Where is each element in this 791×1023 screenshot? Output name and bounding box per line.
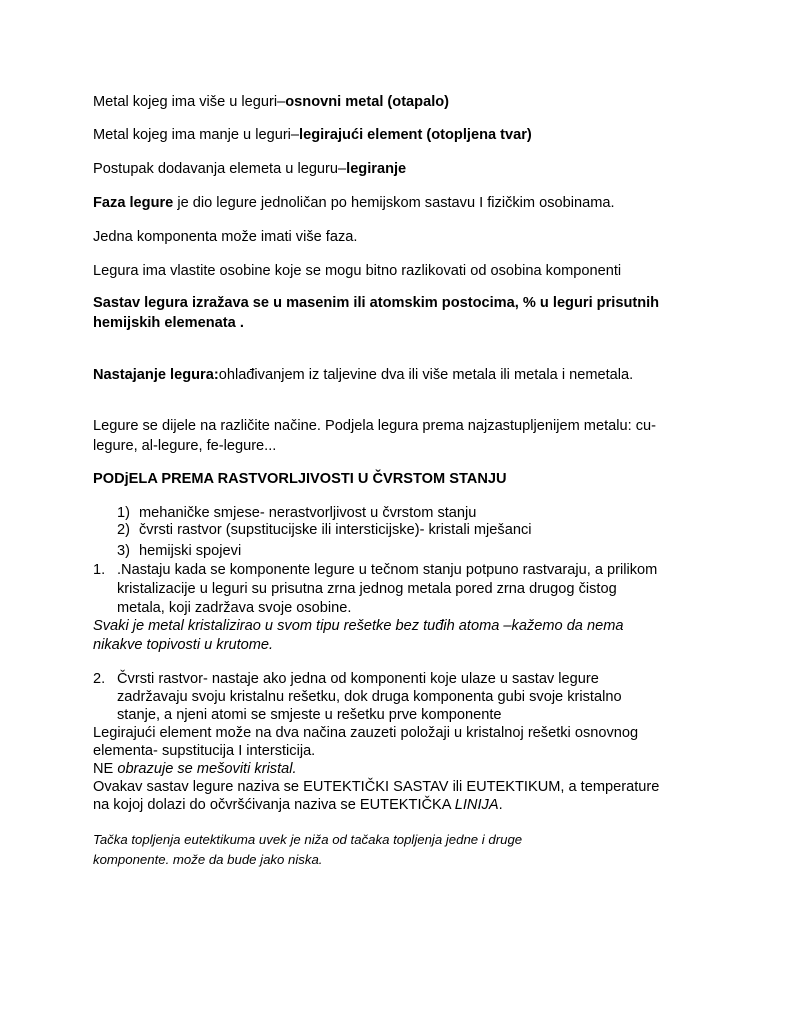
note-text1: Tačka topljenja eutektikuma uvek je niža od tačaka topljenja jedne i druge (93, 832, 523, 847)
item2-line2 (117, 688, 622, 707)
after2-text2: elementa- supstitucija I intersticija. (93, 743, 316, 759)
paragraph-alloy-formation (93, 365, 703, 385)
paragraph-classification-line1 (93, 416, 703, 436)
section-heading (93, 469, 703, 489)
list-item-text (139, 521, 531, 540)
p4-bold: Faza legure (93, 195, 174, 211)
after2-line2 (93, 742, 315, 761)
after2-text5-plain: na kojoj dolazi do očvršćivanja naziva se EUTEKTIČKA (93, 797, 455, 813)
list-item-text (139, 542, 241, 561)
paragraph-composition-line1 (93, 293, 703, 313)
final-note-line1 (93, 830, 522, 849)
p7-line1: Sastav legura izražava se u masenim ili atomskim postocima, % u leguri prisutnih (93, 295, 660, 311)
paragraph-composition-line2 (93, 313, 703, 333)
after2-text3-italic: obrazuje se mešoviti kristal. (117, 761, 297, 777)
list-item (117, 521, 130, 540)
item1-text1: .Nastaju kada se komponente legure u tečnom stanju potpuno rastvaraju, a prilikom (117, 562, 658, 578)
list-num: 2) (117, 522, 130, 538)
paragraph-component-phases (93, 227, 703, 247)
item2-number (93, 670, 105, 689)
after2-text3-plain: NE (93, 761, 118, 777)
paragraph-alloying-element (93, 125, 703, 145)
item1-line1 (117, 561, 657, 580)
item2-text3: stanje, a njeni atomi se smjeste u rešetku prve komponente (117, 707, 502, 723)
list-item (117, 542, 130, 561)
paragraph-classification-line2 (93, 436, 703, 456)
paragraph-basic-metal (93, 92, 703, 112)
after2-text1: Legirajući element može na dva načina zauzeti položaji u kristalnoj rešetki osnovnog (93, 725, 639, 741)
list-num: 3) (117, 543, 130, 559)
p8-bold: Nastajanje legura: (93, 367, 219, 383)
p9-line2: legure, al-legure, fe-legure... (93, 438, 277, 454)
p8-text: ohlađivanjem iz taljevine dva ili više metala ili metala i nemetala. (218, 367, 634, 383)
item1-number (93, 561, 105, 580)
item2-line1 (117, 670, 599, 689)
after2-line3 (93, 760, 297, 779)
list-text: hemijski spojevi (139, 543, 242, 559)
item1-text3: metala, koji zadržava svoje osobine. (117, 600, 352, 616)
paragraph-alloy-properties (93, 261, 703, 281)
final-note-line2 (93, 850, 322, 869)
item2-line3 (117, 706, 502, 725)
p2-bold: legirajući element (otopljena tvar) (299, 127, 532, 143)
p2-text: Metal kojeg ima manje u leguri– (93, 127, 300, 143)
after2-line4 (93, 778, 659, 797)
p9-line1: Legure se dijele na različite načine. Podjela legura prema najzastupljenijem metalu: cu- (93, 418, 656, 434)
paragraph-alloy-phase (93, 193, 703, 213)
item2-num: 2. (93, 671, 106, 687)
after2-text5-italic: LINIJA (454, 797, 499, 813)
p1-bold: osnovni metal (otapalo) (285, 94, 450, 110)
list-num: 1) (117, 505, 130, 521)
list-text: čvrsti rastvor (supstitucijske ili intersticijske)- kristali mješanci (139, 522, 532, 538)
item2-text2: zadržavaju svoju kristalnu rešetku, dok druga komponenta gubi svoje kristalno (117, 689, 622, 705)
p3-bold: legiranje (346, 161, 407, 177)
italic-note-line1 (93, 617, 623, 636)
p5-text: Jedna komponenta može imati više faza. (93, 229, 358, 245)
p4-text: je dio legure jednoličan po hemijskom sastavu I fizičkim osobinama. (173, 195, 615, 211)
paragraph-alloying-process (93, 159, 703, 179)
italic1-text1: Svaki je metal kristalizirao u svom tipu rešetke bez tuđih atoma –kažemo da nema (93, 618, 624, 634)
heading-text: PODjELA PREMA RASTVORLJIVOSTI U ČVRSTOM STANJU (93, 471, 507, 487)
item1-line3 (117, 599, 351, 618)
item1-line2 (117, 580, 617, 599)
italic-note-line2 (93, 636, 273, 655)
italic1-text2: nikakve topivosti u krutome. (93, 637, 274, 653)
p6-text: Legura ima vlastite osobine koje se mogu bitno razlikovati od osobina komponenti (93, 263, 622, 279)
after2-line1 (93, 724, 638, 743)
p3-text: Postupak dodavanja elemeta u leguru– (93, 161, 347, 177)
item1-num: 1. (93, 562, 106, 578)
item2-text1: Čvrsti rastvor- nastaje ako jedna od komponenti koje ulaze u sastav legure (117, 671, 599, 687)
item1-text2: kristalizacije u leguri su prisutna zrna jednog metala pored zrna drugog čistog (117, 581, 617, 597)
list-text: mehaničke smjese- nerastvorljivost u čvrstom stanju (139, 505, 477, 521)
p7-line2: hemijskih elemenata . (93, 315, 244, 331)
after2-text4: Ovakav sastav legure naziva se EUTEKTIČKI SASTAV ili EUTEKTIKUM, a temperature (93, 779, 660, 795)
p1-text: Metal kojeg ima više u leguri– (93, 94, 286, 110)
after2-line5 (93, 796, 503, 815)
after2-text5-end: . (498, 797, 503, 813)
note-text2: komponente. može da bude jako niska. (93, 852, 323, 867)
